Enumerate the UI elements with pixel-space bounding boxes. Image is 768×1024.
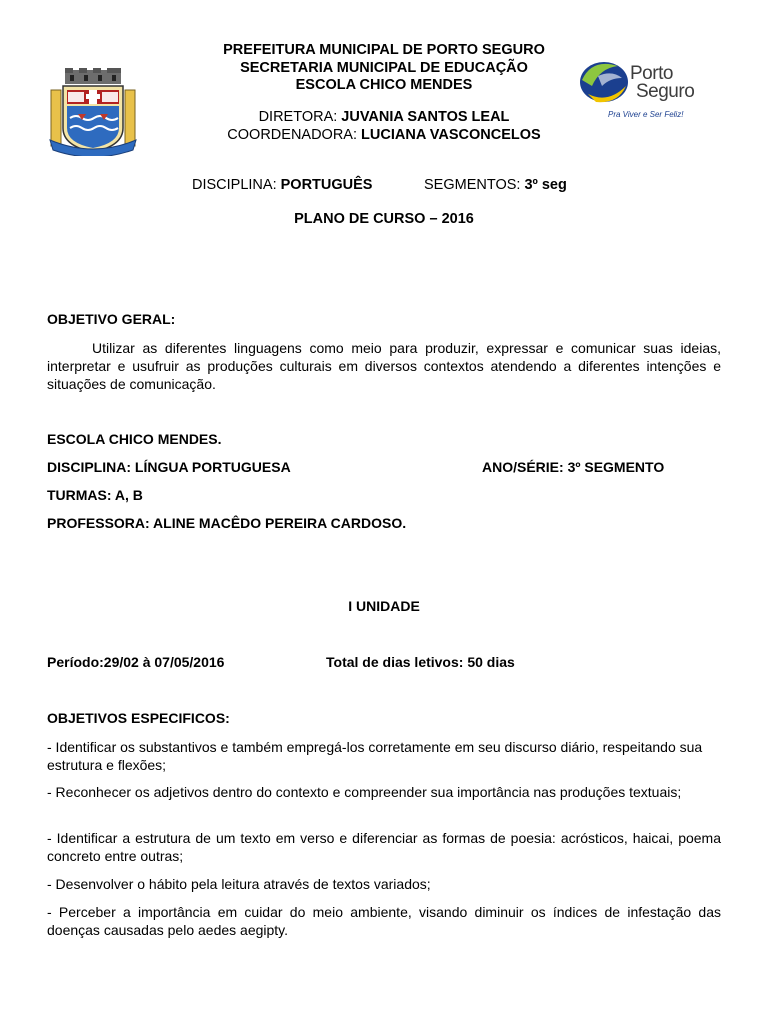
coordinator-name: LUCIANA VASCONCELOS bbox=[361, 127, 541, 143]
unit-title: I UNIDADE bbox=[348, 598, 420, 614]
classes-info: TURMAS: A, B bbox=[47, 487, 143, 503]
year-info: ANO/SÉRIE: 3º SEGMENTO bbox=[482, 459, 665, 475]
general-objective-heading: OBJETIVO GERAL: bbox=[47, 311, 176, 327]
coat-of-arms-icon bbox=[48, 66, 138, 156]
school-days-info: Total de dias letivos: 50 dias bbox=[326, 654, 515, 670]
period-info: Período:29/02 à 07/05/2016 bbox=[47, 654, 225, 670]
discipline-info: DISCIPLINA: LÍNGUA PORTUGUESA bbox=[47, 459, 291, 475]
school-name: ESCOLA CHICO MENDES. bbox=[47, 431, 222, 447]
objective-item-4: - Desenvolver o hábito pela leitura através de textos variados; bbox=[47, 876, 431, 892]
logo-word-porto: Porto bbox=[630, 63, 673, 84]
general-objective-text: Utilizar as diferentes linguagens como meio para produzir, expressar e comunicar suas ideias, interpretar e usufruir as produções culturais em diversos contextos atendendo a diferentes intenções e situações de comunicação. bbox=[47, 340, 721, 392]
discipline-label: DISCIPLINA: bbox=[192, 177, 281, 193]
objective-item-1: - Identificar os substantivos e também empregá-los corretamente em seu discurso diário, respeitando sua estrutura e flexões; bbox=[47, 739, 703, 773]
objective-item-3: - Identificar a estrutura de um texto em verso e diferenciar as formas de poesia: acrósticos, haicai, poema concreto entre outras; bbox=[47, 830, 721, 864]
segments-label: SEGMENTOS: bbox=[424, 177, 525, 193]
objective-item-2: - Reconhecer os adjetivos dentro do contexto e compreender sua importância nas produções textuais; bbox=[47, 784, 682, 800]
director-line bbox=[160, 109, 608, 125]
plan-title: PLANO DE CURSO – 2016 bbox=[294, 211, 474, 227]
coordinator-label: COORDENADORA: bbox=[227, 127, 362, 143]
director-name: JUVANIA SANTOS LEAL bbox=[341, 109, 510, 125]
discipline-value: PORTUGUÊS bbox=[280, 177, 373, 193]
teacher-info: PROFESSORA: ALINE MACÊDO PEREIRA CARDOSO. bbox=[47, 515, 407, 531]
coordinator-line bbox=[160, 127, 608, 143]
header-school: ESCOLA CHICO MENDES bbox=[295, 77, 473, 93]
porto-seguro-logo bbox=[578, 56, 702, 124]
discipline-line bbox=[192, 177, 372, 193]
header-prefeitura: PREFEITURA MUNICIPAL DE PORTO SEGURO bbox=[223, 42, 545, 58]
director-label: DIRETORA: bbox=[258, 109, 342, 125]
segments-value: 3º seg bbox=[524, 177, 567, 193]
segments-line bbox=[424, 177, 567, 193]
objective-item-5: - Perceber a importância em cuidar do meio ambiente, visando diminuir os índices de infestação das doenças causadas pelo aedes aegipty. bbox=[47, 904, 721, 938]
logo-word-seguro: Seguro bbox=[636, 81, 695, 102]
logo-tagline: Pra Viver e Ser Feliz! bbox=[608, 110, 684, 119]
specific-objectives-heading: OBJETIVOS ESPECIFICOS: bbox=[47, 710, 230, 726]
header-secretaria: SECRETARIA MUNICIPAL DE EDUCAÇÃO bbox=[240, 60, 528, 76]
